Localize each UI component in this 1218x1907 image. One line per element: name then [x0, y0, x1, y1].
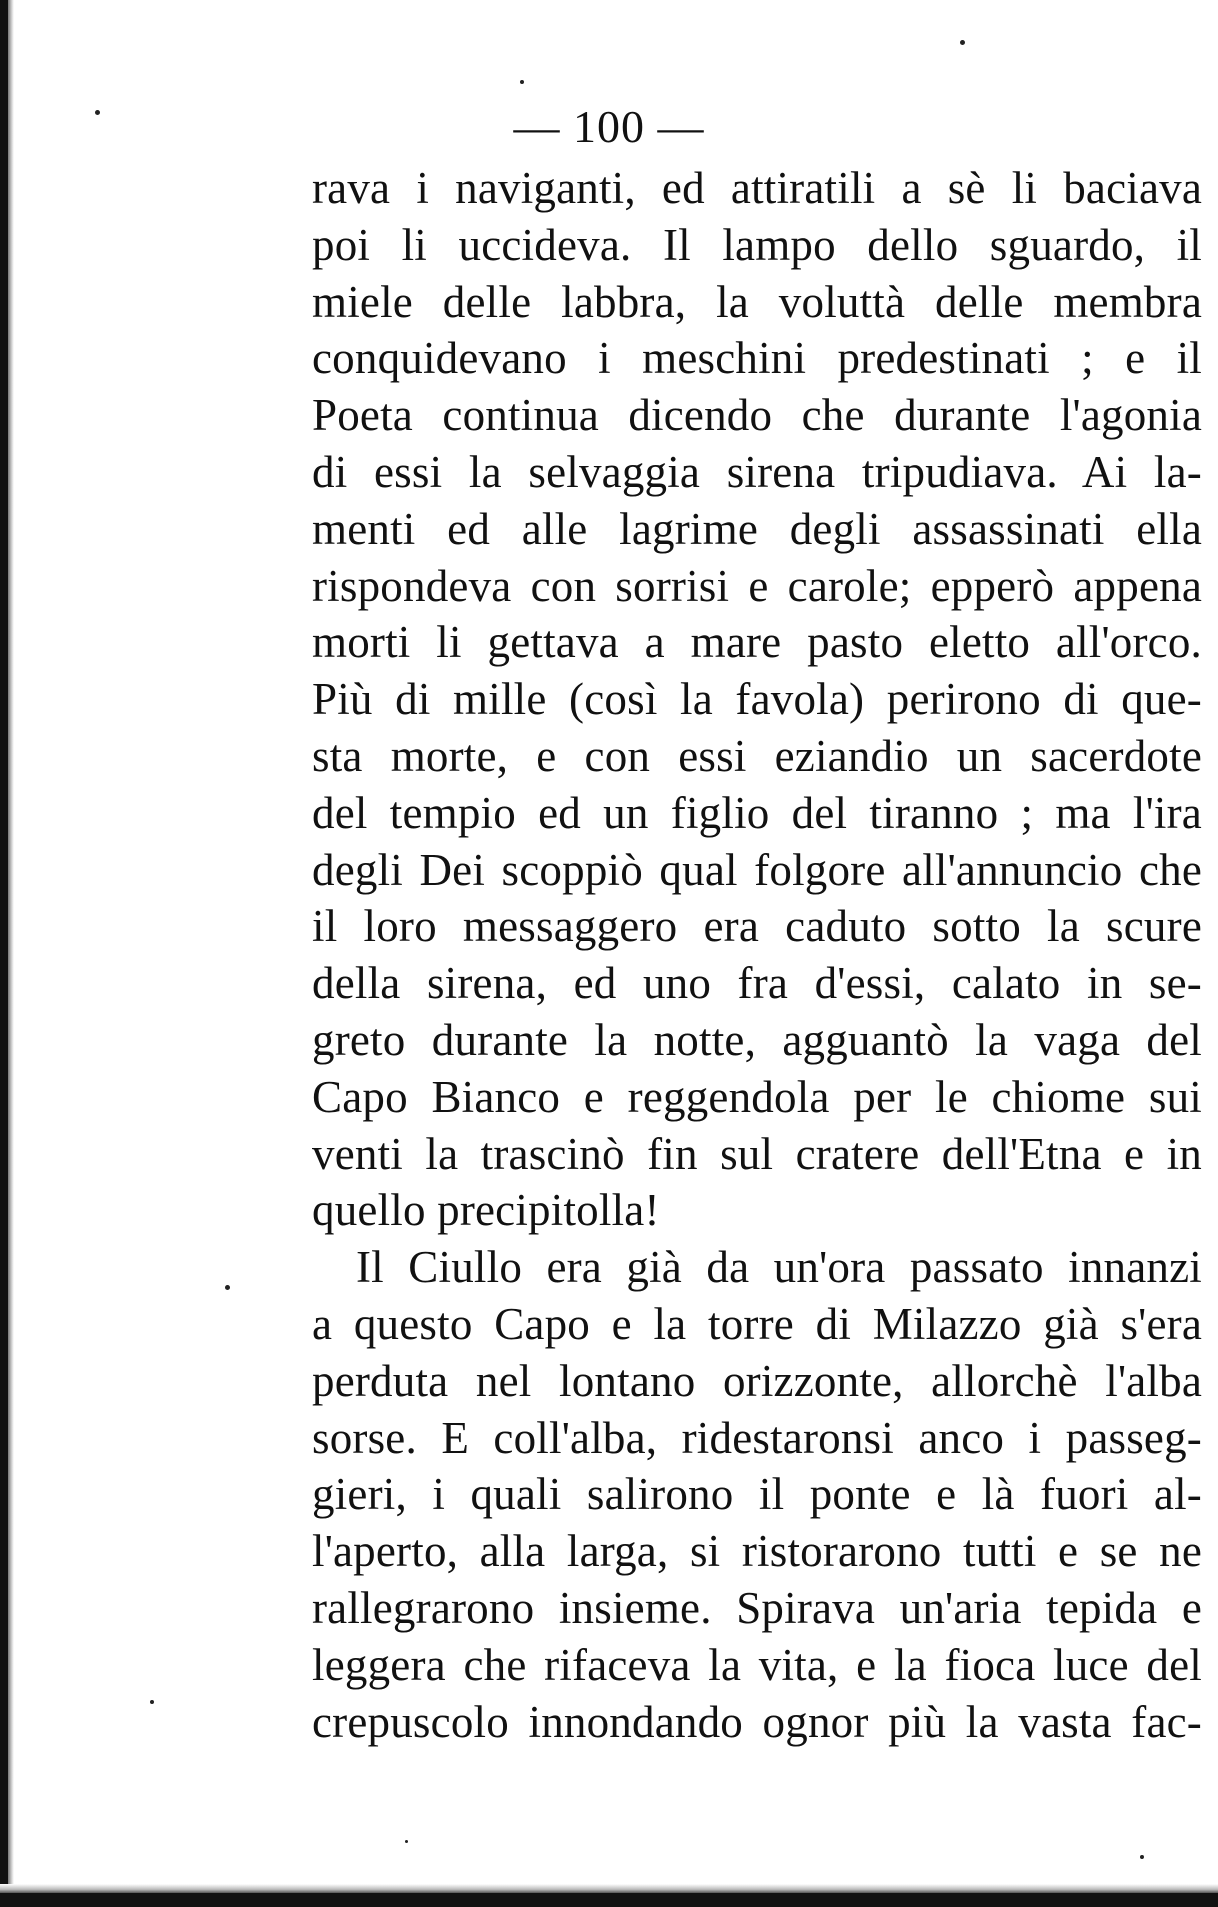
scan-speck [405, 1840, 408, 1843]
scan-speck [1140, 1855, 1144, 1859]
text-line: del tempio ed un figlio del tiranno ; ma l'ira [312, 787, 1202, 838]
scan-speck [960, 40, 965, 45]
text-line: greto durante la notte, agguantò la vaga del [312, 1014, 1202, 1065]
bottom-edge-shadow [0, 1884, 1218, 1893]
page-number: — 100 — [513, 101, 705, 152]
text-line: venti la trascinò fin sul cratere dell'Etna e in [312, 1128, 1202, 1179]
text-line: menti ed alle lagrime degli assassinati ella [312, 503, 1202, 554]
scan-speck [150, 1700, 154, 1704]
text-line: gieri, i quali salirono il ponte e là fuori al- [312, 1469, 1202, 1520]
binding-edge [0, 0, 8, 1907]
text-line: sta morte, e con essi eziandio un sacerdote [312, 730, 1202, 781]
text-line: rispondeva con sorrisi e carole; epperò appena [312, 560, 1202, 611]
bottom-edge [0, 1893, 1218, 1907]
text-line: rallegrarono insieme. Spirava un'aria tepida e [312, 1582, 1202, 1633]
binding-shadow [8, 0, 14, 1907]
text-line: rava i naviganti, ed attiratili a sè li baciava [312, 163, 1202, 213]
text-line: sorse. E coll'alba, ridestaronsi anco i passeg- [312, 1412, 1202, 1463]
text-line-paragraph-start: Il Ciullo era già da un'ora passato innanzi [356, 1242, 1202, 1293]
text-line: Più di mille (così la favola) perirono di que- [312, 674, 1202, 725]
text-line: conquidevano i meschini predestinati ; e il [312, 333, 1202, 384]
scan-speck [520, 80, 524, 84]
text-line: della sirena, ed uno fra d'essi, calato in se- [312, 958, 1202, 1009]
text-line: degli Dei scoppiò qual folgore all'annuncio che [312, 844, 1202, 895]
text-line: morti li gettava a mare pasto eletto all'orco. [312, 617, 1202, 668]
text-line: il loro messaggero era caduto sotto la scure [312, 901, 1202, 952]
scan-speck [225, 1285, 230, 1290]
text-line: crepuscolo innondando ognor più la vasta fac- [312, 1696, 1202, 1747]
text-line: poi li uccideva. Il lampo dello sguardo, il [312, 219, 1202, 270]
text-line: Capo Bianco e reggendola per le chiome sui [312, 1071, 1202, 1122]
body-text [312, 160, 1202, 1750]
text-line: di essi la selvaggia sirena tripudiava. Ai la- [312, 446, 1202, 497]
text-line: perduta nel lontano orizzonte, allorchè l'alba [312, 1355, 1202, 1406]
text-line: Poeta continua dicendo che durante l'agonia [312, 390, 1202, 441]
text-line: miele delle labbra, la voluttà delle membra [312, 276, 1202, 327]
text-line-paragraph-end: quello precipitolla! [312, 1185, 660, 1236]
text-line: a questo Capo e la torre di Milazzo già s'era [312, 1298, 1202, 1349]
text-line: l'aperto, alla larga, si ristorarono tutti e se ne [312, 1526, 1202, 1577]
text-line: leggera che rifaceva la vita, e la fioca luce del [312, 1639, 1202, 1690]
